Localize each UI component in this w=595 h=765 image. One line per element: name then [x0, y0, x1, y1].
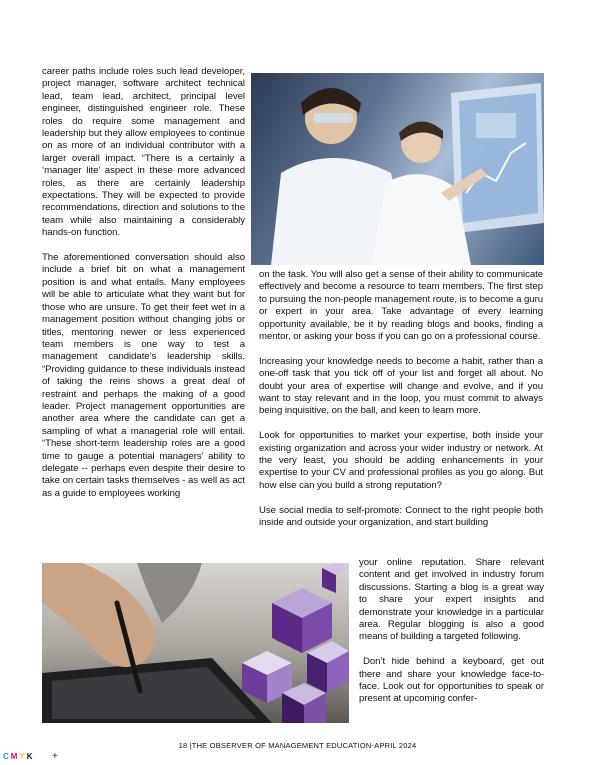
article-paragraph: The aforementioned conversation should also include a brief bit on what a management position is and what entails. Many employees will be able to articulate what they want but for those who are unsure. To get their feet wet in a management position without changing jobs or titles, mentoring newer or less experienced team members is one way to test a management candidate’s leadership skills. “Providing guidance to these individuals instead of taking the reins shows a great deal of restraint and perhaps the making of a good leader. Project management opportunities are another area where the candidate can get a sampling of what a managerial role will entail. “These short-term leadership roles are a good time to gauge a potential managers’ ability to delegate -- perhaps even despite their desire to take on certain tasks themselves - as well as act as a guide to employees working [42, 252, 245, 499]
article-paragraph: Look for opportunities to market your expertise, both inside your existing organization and across your wider industry or network. At the very least, you should be adding enhancements in your expertise to your CV and professional profiles as you go along. But how else can you build a strong reputation? [259, 430, 543, 491]
article-paragraph: career paths include roles such lead developer, project manager, software architect technical lead, team lead, architect, principal level engineer, distinguished engineer role. These roles do require some management and leadership but they allow employees to continue on as more of an individual contributor with a larger overall impact. “There is a certainly a ‘manager lite’ aspect in these more advanced roles, as there are certainly leadership expectations. They will be expected to provide recommendations, direction and solutions to the team while also maintaining a considerably hands-on function. [42, 66, 245, 239]
registration-mark-icon: + [52, 751, 58, 762]
yellow-mark: Y [19, 752, 27, 761]
lab-scientists-illustration [251, 73, 544, 265]
right-column [259, 269, 543, 529]
article-paragraph: Use social media to self-promote: Connect to the right people both inside and outside your organization, and start building [259, 504, 543, 529]
stylus-tablet-photo [42, 563, 349, 723]
article-paragraph: on the task. You will also get a sense of their ability to communicate effectively and become a resource to team members. The first step to pursuing the non-people management route, is to become a guru or expert in your area. Take advantage of every learning opportunity available, be it by reading blogs and books, finding a mentor, or asking your boss if you can go on a professional course. [259, 269, 543, 343]
article-paragraph: Increasing your knowledge needs to become a habit, rather than a one-off task that you tick off of your list and forget all about. No doubt your area of expertise will change and evolve, and if you want to stay relevant and in the loop, you must commit to always being inquisitive, on the ball, and keen to learn more. [259, 355, 543, 417]
right-column-continued [359, 557, 544, 718]
page-footer: 18 |THE OBSERVER OF MANAGEMENT EDUCATION-APRIL 2024 [178, 741, 417, 750]
black-mark: K [26, 752, 35, 761]
article-paragraph: Don’t hide behind a keyboard, get out there and share your knowledge face-to-face. Look out for opportunities to speak or present at upcoming confer- [359, 656, 544, 705]
cyan-mark: C [3, 752, 11, 761]
stylus-tablet-illustration [42, 563, 349, 723]
left-column [42, 66, 245, 513]
magenta-mark: M [10, 752, 20, 761]
lab-scientists-photo [251, 73, 544, 265]
article-paragraph: your online reputation. Share relevant content and get involved in industry forum discussions. Starting a blog is a great way to share your expert insights and demonstrate your knowledge in a particular area. Regular blogging is also a good means of building a targeted following. [359, 557, 544, 643]
cmyk-print-marks [3, 752, 35, 761]
